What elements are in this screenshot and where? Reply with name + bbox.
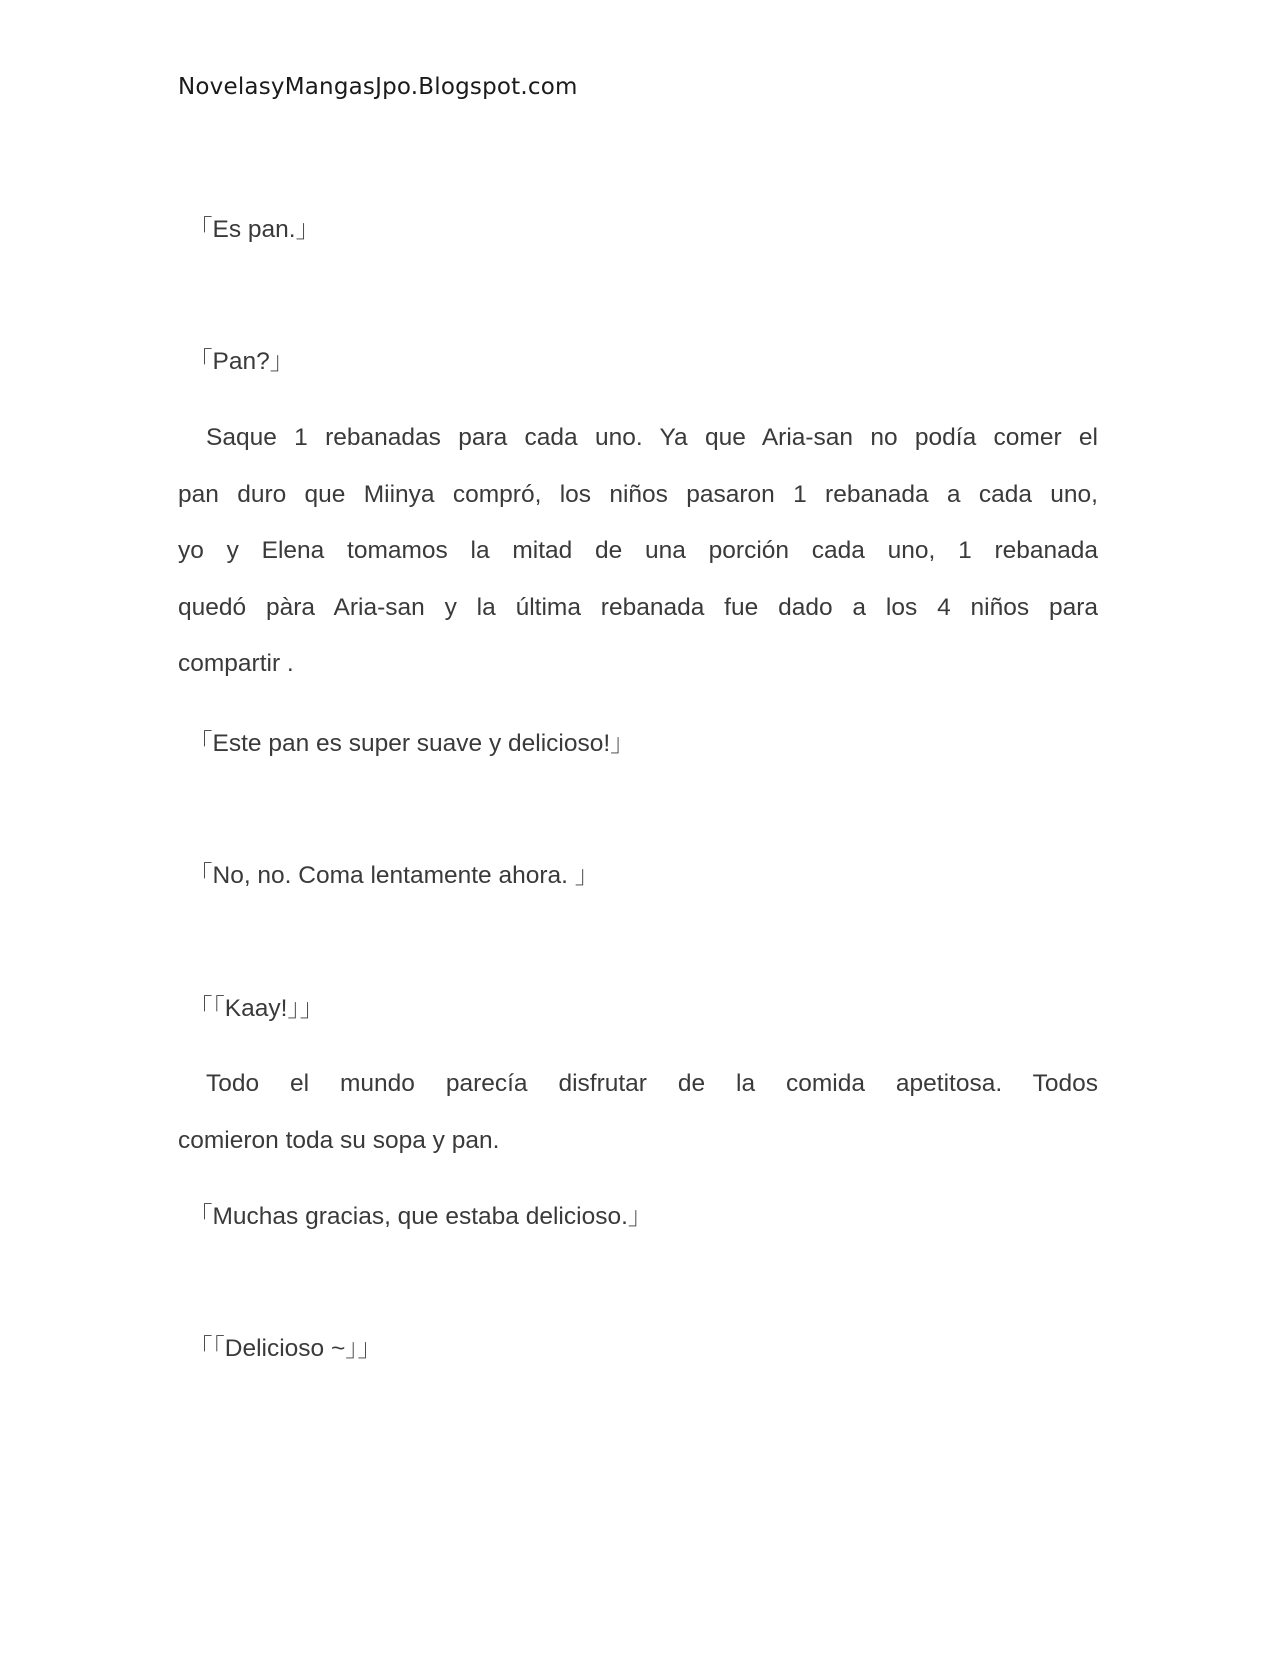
paragraph-line: yo y Elena tomamos la mitad de una porción cada uno, 1 rebanada <box>178 537 1098 564</box>
dialogue-line: 「No, no. Coma lentamente ahora. 」 <box>188 862 600 889</box>
paragraph-line: Todo el mundo parecía disfrutar de la comida apetitosa. Todos <box>206 1070 1098 1097</box>
paragraph-line: Saque 1 rebanadas para cada uno. Ya que Aria-san no podía comer el <box>206 424 1098 451</box>
site-header: NovelasyMangasJpo.Blogspot.com <box>178 74 578 100</box>
dialogue-line: 「「Kaay!」」 <box>188 995 325 1022</box>
paragraph-line: pan duro que Miinya compró, los niños pasaron 1 rebanada a cada uno, <box>178 480 1098 508</box>
paragraph-line: comieron toda su sopa y pan. <box>178 1126 500 1154</box>
dialogue-line: 「Muchas gracias, que estaba delicioso.」 <box>188 1203 653 1230</box>
dialogue-line: 「Este pan es super suave y delicioso!」 <box>188 730 635 757</box>
dialogue-line: 「Es pan.」 <box>188 216 321 243</box>
dialogue-line: 「Pan?」 <box>188 348 295 375</box>
paragraph <box>178 1072 1098 1185</box>
paragraph-line: quedó pàra Aria-san y la última rebanada fue dado a los 4 niños para <box>178 593 1098 621</box>
dialogue-line: 「「Delicioso ~」」 <box>188 1335 383 1362</box>
paragraph <box>178 426 1098 709</box>
paragraph-line: compartir . <box>178 650 294 677</box>
